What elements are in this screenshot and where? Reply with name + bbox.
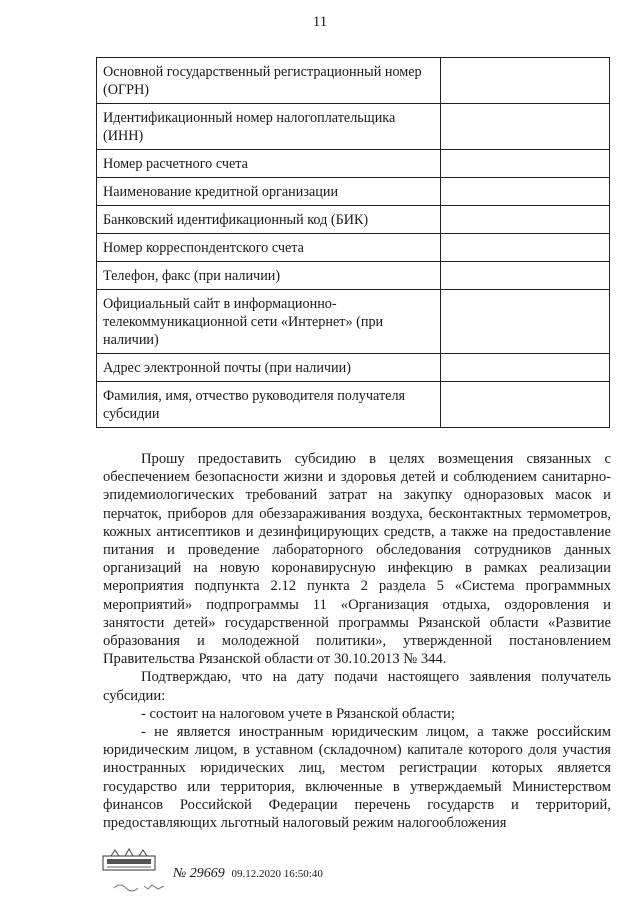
- table-row: [97, 262, 610, 290]
- field-label: Наименование кредитной организации: [97, 178, 441, 206]
- table-row: [97, 290, 610, 354]
- list-item-tax-registration: - состоит на налоговом учете в Рязанской области;: [141, 705, 455, 722]
- document-number: № 29669: [173, 866, 225, 881]
- field-label: Официальный сайт в информационно-телекоммуникационной сети «Интернет» (при наличии): [97, 290, 441, 354]
- request-paragraph: Прошу предоставить субсидию в целях возмещения связанных с обеспечением безопасности жизни и здоровья детей и соблюдением санитарно-эпидемиологических требований затрат на закупку одноразовых масок и перчаток, приборов для обеззараживания воздуха, бесконтактных термометров, кожных антисептиков и дезинфицирующих средств, а также на предоставление питания и проведение лабораторного обследования сотрудников данных организаций на новую коронавирусную инфекцию в рамках реализации мероприятия подпункта 2.12 пункта 2 раздела 5 «Система программных мероприятий» подпрограммы 11 «Организация отдыха, оздоровления и занятости детей» государственной программы Рязанской области «Развитие образования и молодежной политики», утвержденной постановлением Правительства Рязанской области от 30.10.2013 № 344.: [103, 451, 611, 668]
- page-number: 11: [312, 14, 328, 30]
- field-label: Номер корреспондентского счета: [97, 234, 441, 262]
- field-value: [440, 104, 609, 150]
- field-label: Банковский идентификационный код (БИК): [97, 206, 441, 234]
- document-timestamp: 09.12.2020 16:50:40: [231, 868, 323, 880]
- field-label: Фамилия, имя, отчество руководителя получателя субсидии: [97, 382, 441, 428]
- field-value: [440, 178, 609, 206]
- table-row: [97, 178, 610, 206]
- body-text: [103, 450, 611, 832]
- confirm-paragraph: Подтверждаю, что на дату подачи настоящего заявления получатель субсидии:: [103, 669, 611, 704]
- field-value: [440, 354, 609, 382]
- field-value: [440, 262, 609, 290]
- field-value: [440, 234, 609, 262]
- table-row: [97, 58, 610, 104]
- table-row: [97, 382, 610, 428]
- table-row: [97, 104, 610, 150]
- registry-stamp-icon: [101, 848, 157, 872]
- requisites-table: [96, 57, 610, 428]
- field-value: [440, 150, 609, 178]
- list-item-foreign-entity: - не является иностранным юридическим лицом, а также российским юридическим лицом, в уставном (складочном) капитале которого доля участия иностранных юридических лиц, местом регистрации которых является государство или территория, включенные в утверждаемый Министерством финансов Российской Федерации перечень государств и территорий, предоставляющих льготный налоговый режим налогообложения: [103, 724, 611, 832]
- field-value: [440, 290, 609, 354]
- field-label: Идентификационный номер налогоплательщика (ИНН): [97, 104, 441, 150]
- table-row: [97, 206, 610, 234]
- table-row: [97, 234, 610, 262]
- field-value: [440, 58, 609, 104]
- field-label: Номер расчетного счета: [97, 150, 441, 178]
- document-footer: [173, 866, 323, 882]
- table-row: [97, 150, 610, 178]
- field-value: [440, 206, 609, 234]
- field-label: Основной государственный регистрационный номер (ОГРН): [97, 58, 441, 104]
- field-label: Адрес электронной почты (при наличии): [97, 354, 441, 382]
- table-row: [97, 354, 610, 382]
- field-label: Телефон, факс (при наличии): [97, 262, 441, 290]
- field-value: [440, 382, 609, 428]
- scan-mark-icon: [112, 880, 172, 892]
